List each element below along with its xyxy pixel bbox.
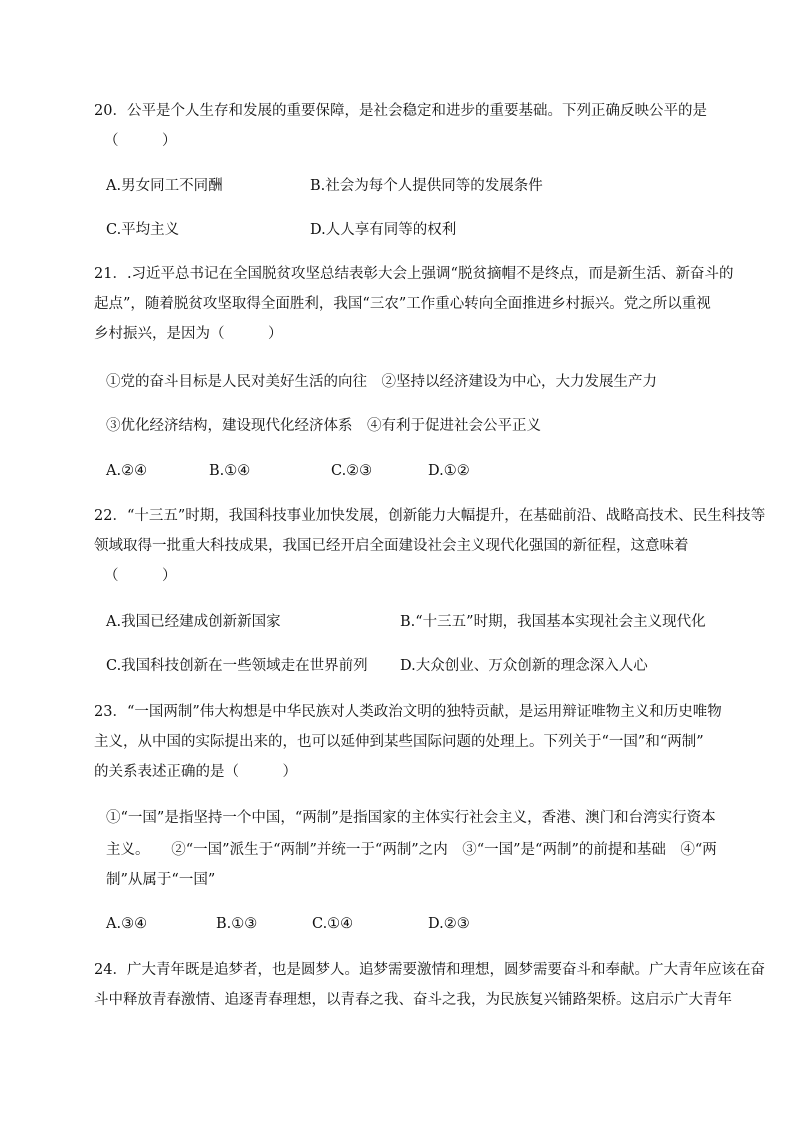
q21-option-a[interactable]: A.②④ [106,463,148,479]
question-21-text-1: .习近平总书记在全国脱贫攻坚总结表彰大会上强调“脱贫摘帽不是终点，而是新生活、新奋斗的 [126,266,734,282]
question-22-answer-blank: （ ） [104,568,177,584]
q21-option-d[interactable]: D.①② [428,463,470,479]
q20-option-a[interactable]: A.男女同工不同酬 [106,178,223,194]
question-24-text-1: 广大青年既是追梦者，也是圆梦人。追梦需要激情和理想，圆梦需要奋斗和奉献。广大青年应该在奋 [126,962,765,978]
q20-option-d[interactable]: D.人人享有同等的权利 [310,222,457,238]
question-23-statement-3: 制”从属于“一国” [106,872,216,888]
question-22-number: 22． [94,508,127,524]
question-23-statement-1: ①“一国”是指坚持一个中国，“两制”是指国家的主体实行社会主义，香港、澳门和台湾实行资本 [106,810,716,826]
question-21-statement-2: ③优化经济结构，建设现代化经济体系 ④有利于促进社会公平正义 [106,418,541,434]
question-23-line-1 [94,702,722,722]
question-21-line-3: 乡村振兴，是因为（ ） [94,326,283,342]
q23-option-d[interactable]: D.②③ [428,916,470,932]
q22-option-c[interactable]: C.我国科技创新在一些领域走在世界前列 [106,658,368,674]
question-20-answer-blank: （ ） [104,133,177,149]
question-24-line-1 [94,960,765,980]
q23-option-a[interactable]: A.③④ [106,916,148,932]
question-21-statement-1: ①党的奋斗目标是人民对美好生活的向往 ②坚持以经济建设为中心，大力发展生产力 [106,374,657,390]
question-20-number: 20． [94,103,127,119]
question-21-line-2: 起点”，随着脱贫攻坚取得全面胜利，我国“三农”工作重心转向全面推进乡村振兴。党之所以重视 [94,296,711,312]
q23-option-b[interactable]: B.①③ [216,916,258,932]
question-23-text-1: “一国两制”伟大构想是中华民族对人类政治文明的独特贡献，是运用辩证唯物主义和历史唯物 [126,704,722,720]
q21-option-c[interactable]: C.②③ [331,463,373,479]
question-23-statement-2: 主义。 ②“一国”派生于“两制”并统一于“两制”之内 ③“一国”是“两制”的前提和基础 ④“两 [106,842,717,858]
q21-option-b[interactable]: B.①④ [209,463,251,479]
question-20-text: 公平是个人生存和发展的重要保障，是社会稳定和进步的重要基础。下列正确反映公平的是 [126,103,707,119]
q22-option-a[interactable]: A.我国已经建成创新新国家 [106,614,281,630]
question-23-number: 23． [94,704,127,720]
q23-option-c[interactable]: C.①④ [312,916,354,932]
question-21-number: 21． [94,266,127,282]
question-21-line-1 [94,264,733,284]
question-22-line-2: 领域取得一批重大科技成果，我国已经开启全面建设社会主义现代化强国的新征程，这意味着 [94,538,689,554]
question-20-line-1 [94,101,707,121]
question-24-number: 24． [94,962,127,978]
question-23-line-2: 主义，从中国的实际提出来的，也可以延伸到某些国际问题的处理上。下列关于“一国”和“两制” [94,734,704,750]
q20-option-b[interactable]: B.社会为每个人提供同等的发展条件 [310,178,543,194]
question-24-line-2: 斗中释放青春激情、追逐青春理想，以青春之我、奋斗之我，为民族复兴铺路架桥。这启示广大青年 [94,992,732,1008]
question-23-line-3: 的关系表述正确的是（ ） [94,764,297,780]
question-22-text-1: “十三五”时期，我国科技事业加快发展，创新能力大幅提升，在基础前沿、战略高技术、民生科技等 [126,508,766,524]
q22-option-d[interactable]: D.大众创业、万众创新的理念深入人心 [400,658,648,674]
q20-option-c[interactable]: C.平均主义 [106,222,180,238]
question-22-line-1 [94,506,765,526]
q22-option-b[interactable]: B.“十三五”时期，我国基本实现社会主义现代化 [400,614,706,630]
